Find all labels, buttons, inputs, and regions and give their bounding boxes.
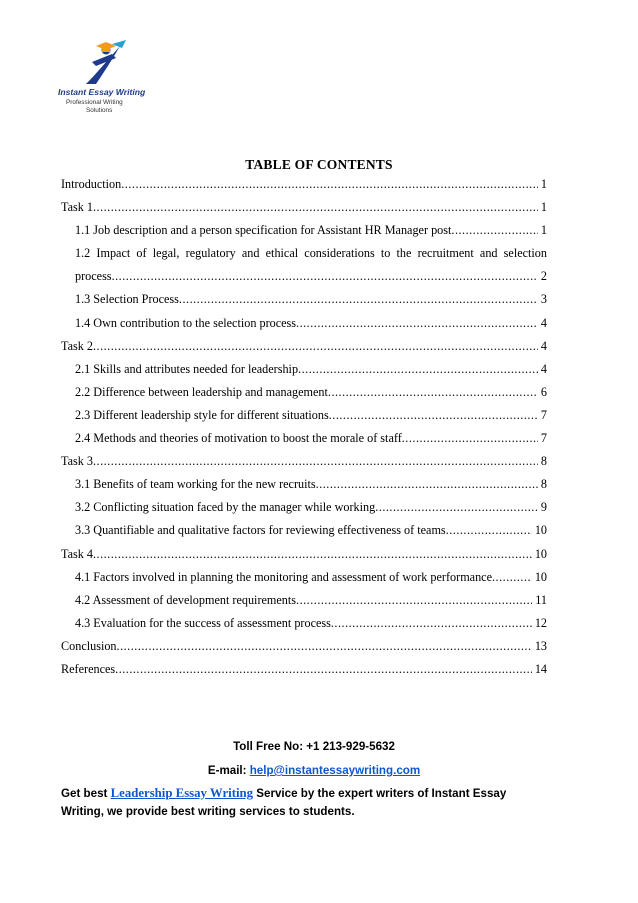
- toll-free-number: Toll Free No: +1 213-929-5632: [233, 740, 395, 753]
- toc-entry-label: 2.2 Difference between leadership and management: [75, 384, 328, 399]
- toc-leader-dots: [112, 265, 538, 288]
- toc-page-number: 4: [540, 315, 547, 330]
- toc-entry-2-1[interactable]: [61, 358, 547, 381]
- promo-text: [61, 784, 547, 821]
- toc-leader-dots: [329, 404, 538, 427]
- toc-entry-label: 3.3 Quantifiable and qualitative factors for reviewing effectiveness of teams: [75, 523, 446, 538]
- toc-page-number: 10: [534, 523, 547, 538]
- logo-tagline-2: Solutions: [86, 107, 113, 114]
- email-line: [61, 762, 547, 784]
- toc-entry-label: 1.3 Selection Process: [75, 292, 179, 307]
- toc-entry-task-3[interactable]: [61, 450, 547, 473]
- toc-page-number: 4: [540, 338, 547, 353]
- toc-entry-1-2-line-1[interactable]: 1.2 Impact of legal, regulatory and ethical considerations to the recruitment and selection: [75, 246, 547, 261]
- toc-leader-dots: [331, 612, 532, 635]
- toc-page-number: 3: [540, 292, 547, 307]
- toc-page-number: 10: [534, 546, 547, 561]
- toc-page-number: 4: [540, 361, 547, 376]
- promo-text-before: Get best: [61, 787, 111, 800]
- toc-entry-task-1[interactable]: [61, 196, 547, 219]
- promo-text-after: Service by the expert writers of Instant Essay Writing, we provide best writing services to students.: [61, 787, 507, 818]
- email-label: E-mail:: [207, 764, 250, 777]
- toc-entry-label: 4.1 Factors involved in planning the monitoring and assessment of work performance: [75, 569, 492, 584]
- toc-leader-dots: [121, 173, 538, 196]
- toc-entry-label: 3.1 Benefits of team working for the new recruits: [75, 477, 316, 492]
- toc-leader-dots: [492, 566, 532, 589]
- toc-entry-4-3[interactable]: [61, 612, 547, 635]
- toc-entry-4-2[interactable]: [61, 589, 547, 612]
- toc-leader-dots: [93, 543, 532, 566]
- toc-leader-dots: [93, 196, 538, 219]
- toc-entry-label: Conclusion: [61, 638, 117, 653]
- toc-leader-dots: [451, 219, 538, 242]
- toc-entry-1-4[interactable]: [61, 312, 547, 335]
- toc-entry-label: 2.1 Skills and attributes needed for leadership: [75, 361, 299, 376]
- toc-entry-3-2[interactable]: [61, 496, 547, 519]
- email-link[interactable]: help@instantessaywriting.com: [249, 764, 421, 777]
- toc-leader-dots: [402, 427, 538, 450]
- toc-entry-label: 2.3 Different leadership style for different situations: [75, 407, 329, 422]
- toc-entry-task-4[interactable]: [61, 543, 547, 566]
- toc-page-number: 12: [534, 615, 547, 630]
- toc-entry-label: 3.2 Conflicting situation faced by the manager while working: [75, 500, 376, 515]
- toc-page-number: 8: [540, 477, 547, 492]
- toc-page-number: 7: [540, 407, 547, 422]
- toc-page-number: 1: [540, 200, 547, 215]
- toc-entry-3-1[interactable]: [61, 473, 547, 496]
- toc-entry-label: 2.4 Methods and theories of motivation to boost the morale of staff: [75, 431, 402, 446]
- toc-page-number: 14: [534, 661, 547, 676]
- toc-entry-label: Task 1: [61, 200, 93, 215]
- toc-leader-dots: [93, 450, 538, 473]
- toc-page-number: 7: [540, 431, 547, 446]
- toc-entry-1-3[interactable]: [61, 288, 547, 311]
- toc-entry-task-2[interactable]: [61, 335, 547, 358]
- logo-tagline: Professional Writing: [66, 99, 123, 106]
- toc-entry-label: 1.4 Own contribution to the selection process: [75, 315, 297, 330]
- toc-leader-dots: [115, 658, 532, 681]
- toc-entry-1-2[interactable]: [61, 265, 547, 288]
- toc-page-number: 8: [540, 454, 547, 469]
- toc-entry-2-4[interactable]: [61, 427, 547, 450]
- toc-entry-label: Introduction: [61, 177, 122, 191]
- toc-entry-label: 1.1 Job description and a person specification for Assistant HR Manager post: [75, 223, 452, 238]
- toc-entry-conclusion[interactable]: [61, 635, 547, 658]
- toc-entry-1-1[interactable]: [61, 219, 547, 242]
- toc-leader-dots: [93, 335, 538, 358]
- company-logo: [58, 40, 168, 118]
- toc-leader-dots: [296, 589, 532, 612]
- toc-entry-label: Task 2: [61, 338, 93, 353]
- toc-title: TABLE OF CONTENTS: [245, 157, 393, 172]
- toc-leader-dots: [375, 496, 538, 519]
- toc-entry-label: Task 3: [61, 454, 93, 469]
- graduate-figure-icon: [82, 40, 126, 86]
- toc-entry-references[interactable]: [61, 658, 547, 681]
- leadership-essay-writing-link[interactable]: Leadership Essay Writing: [110, 786, 254, 800]
- toc-page-number: 10: [534, 569, 547, 584]
- toc-entry-3-3[interactable]: [61, 519, 547, 542]
- toc-leader-dots: [117, 635, 532, 658]
- toc-page-number: 13: [534, 638, 547, 653]
- table-of-contents: [61, 173, 547, 681]
- toc-page-number: 1: [540, 223, 547, 238]
- toc-entry-introduction[interactable]: [61, 173, 547, 196]
- toc-leader-dots: [179, 288, 538, 311]
- contact-footer: [61, 738, 547, 821]
- toc-page-number: 2: [540, 269, 547, 284]
- logo-brand-name: Instant Essay Writing: [58, 87, 146, 97]
- toc-page-number: 6: [540, 384, 547, 399]
- toc-leader-dots: [328, 381, 538, 404]
- toc-page-number: 1: [540, 177, 547, 191]
- toc-leader-dots: [296, 312, 538, 335]
- toc-page-number: 11: [535, 592, 547, 607]
- toc-entry-label: 4.2 Assessment of development requirements: [75, 592, 297, 607]
- toc-leader-dots: [298, 358, 538, 381]
- toc-entry-4-1[interactable]: [61, 566, 547, 589]
- toc-entry-2-3[interactable]: [61, 404, 547, 427]
- toc-page-number: 9: [540, 500, 547, 515]
- toc-entry-label: References: [61, 661, 116, 676]
- toc-entry-label: process: [75, 269, 112, 284]
- toc-leader-dots: [316, 473, 538, 496]
- toc-leader-dots: [446, 519, 532, 542]
- toc-entry-label: Task 4: [61, 546, 93, 561]
- toc-entry-2-2[interactable]: [61, 381, 547, 404]
- toc-entry-label: 4.3 Evaluation for the success of assessment process: [75, 615, 331, 630]
